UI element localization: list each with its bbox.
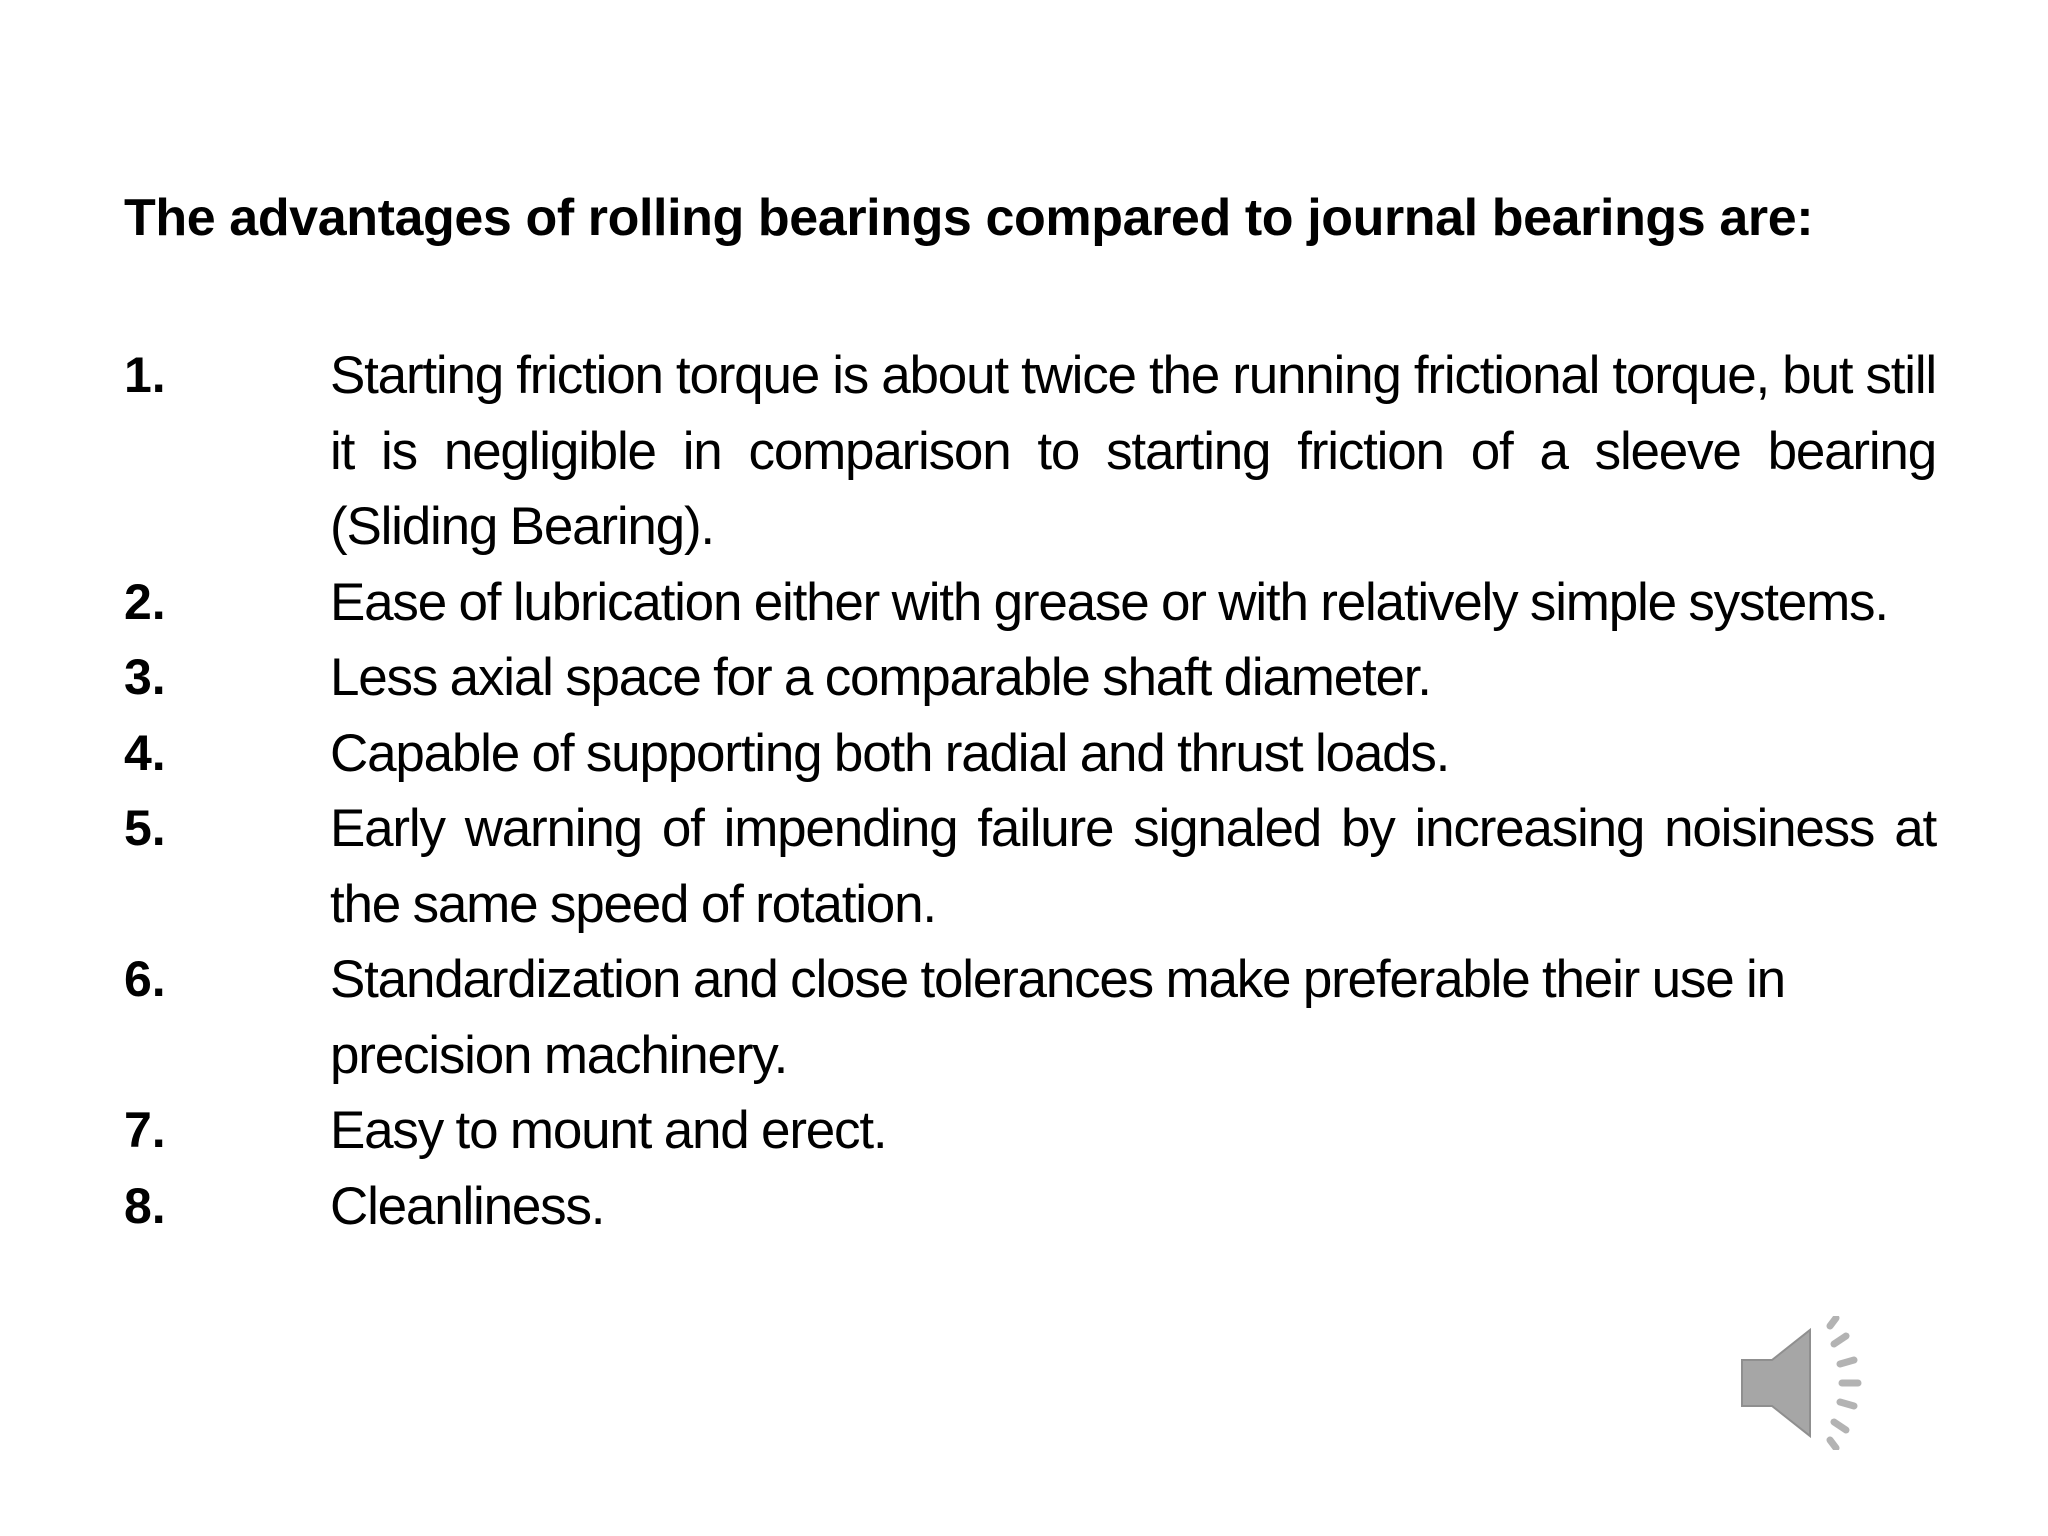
list-item	[124, 716, 1936, 792]
list-item	[124, 338, 1936, 565]
item-number: 5.	[124, 800, 166, 856]
list-item	[124, 565, 1936, 641]
list-item	[124, 640, 1936, 716]
item-text: Cleanliness.	[330, 1176, 605, 1236]
item-number: 7.	[124, 1102, 166, 1158]
list-item	[124, 942, 1936, 1093]
item-text: Standardization and close tolerances make preferable their use in precision machinery.	[330, 950, 1785, 1085]
item-text: Ease of lubrication either with grease or with relatively simple systems.	[330, 572, 1888, 632]
speaker-icon[interactable]	[1728, 1316, 1878, 1450]
item-number: 4.	[124, 724, 166, 781]
item-text: Starting friction torque is about twice the running frictional torque, but still it is negligible in comparison to starting friction of a sleeve bearing (Sliding Bearing).	[330, 346, 1936, 556]
item-text: Less axial space for a comparable shaft diameter.	[330, 648, 1431, 707]
item-text: Easy to mount and erect.	[330, 1101, 887, 1160]
item-number: 2.	[124, 573, 166, 630]
item-number: 1.	[124, 347, 166, 403]
sound-waves	[1830, 1318, 1858, 1448]
item-number: 6.	[124, 951, 166, 1007]
speaker-body	[1742, 1330, 1810, 1436]
list-item	[124, 791, 1936, 942]
slide-title: The advantages of rolling bearings compared to journal bearings are:	[124, 189, 1814, 247]
advantages-list	[124, 338, 1936, 1244]
item-number: 3.	[124, 649, 166, 705]
list-item	[124, 1093, 1936, 1169]
item-text: Capable of supporting both radial and thrust loads.	[330, 723, 1450, 783]
item-number: 8.	[124, 1177, 166, 1234]
list-item	[124, 1169, 1936, 1245]
item-text: Early warning of impending failure signaled by increasing noisiness at the same speed of rotation.	[330, 799, 1936, 934]
